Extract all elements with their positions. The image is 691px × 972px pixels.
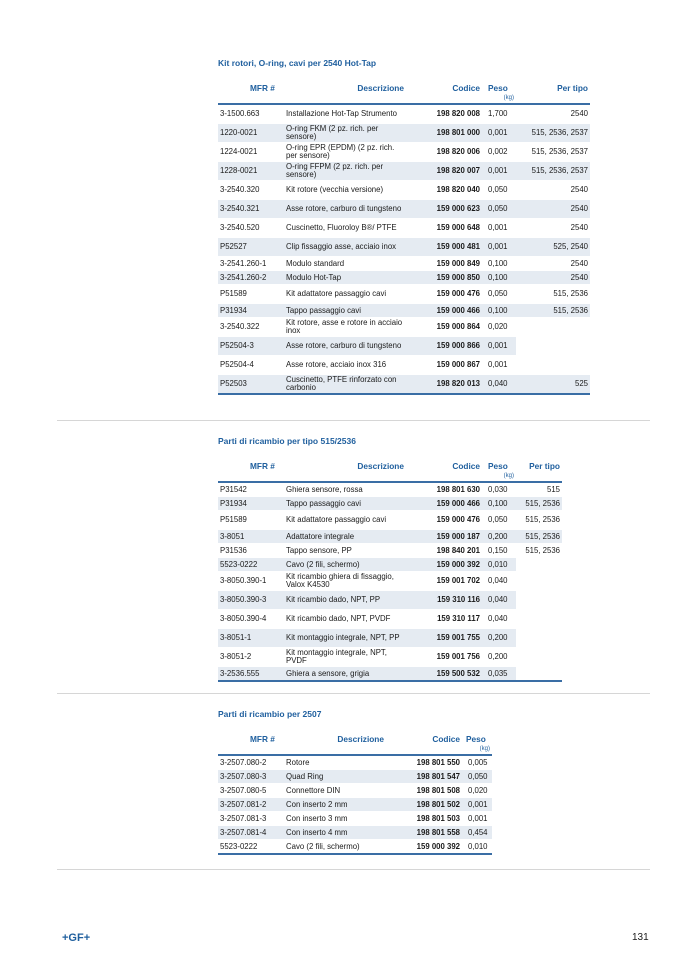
weight-cell: 0,001	[484, 337, 516, 356]
header-peso: Peso	[488, 83, 508, 93]
code-cell: 198 801 502	[386, 798, 464, 812]
code-cell: 159 000 867	[406, 356, 484, 375]
description-cell: Asse rotore, acciaio inox 316	[284, 356, 406, 375]
weight-cell: 0,010	[464, 840, 492, 855]
weight-cell: 0,050	[484, 181, 516, 200]
description-cell: Con inserto 4 mm	[284, 826, 386, 840]
type-cell	[516, 356, 590, 375]
code-cell: 159 000 466	[406, 304, 484, 318]
mfr-cell: 3-2540.321	[218, 200, 284, 219]
code-cell: 159 000 849	[406, 257, 484, 271]
code-cell: 198 801 630	[406, 482, 484, 497]
code-cell: 198 801 558	[386, 826, 464, 840]
mfr-cell: 3-2507.081-2	[218, 798, 284, 812]
mfr-cell: 3-2507.080-3	[218, 770, 284, 784]
header-desc: Descrizione	[357, 83, 404, 93]
header-peso: Peso	[488, 461, 508, 471]
code-cell: 198 801 503	[386, 812, 464, 826]
mfr-cell: 5523-0222	[218, 840, 284, 855]
mfr-cell: P31934	[218, 304, 284, 318]
mfr-cell: P31934	[218, 497, 284, 511]
table-row	[218, 337, 590, 356]
weight-cell: 0,040	[484, 591, 516, 610]
weight-cell: 0,020	[464, 784, 492, 798]
table-row	[218, 162, 590, 181]
code-cell: 159 500 532	[406, 667, 484, 682]
description-cell: Kit ricambio dado, NPT, PP	[284, 591, 406, 610]
description-cell: O-ring FKM (2 pz. rich. per sensore)	[284, 124, 406, 143]
table-row	[218, 271, 590, 285]
mfr-cell: 3-8051	[218, 530, 284, 544]
section-rotor-kits	[218, 58, 590, 395]
header-code: Codice	[452, 83, 480, 93]
table-row	[218, 755, 492, 770]
type-cell	[516, 337, 590, 356]
header-code: Codice	[452, 461, 480, 471]
mfr-cell: 1220-0021	[218, 124, 284, 143]
description-cell: Connettore DIN	[284, 784, 386, 798]
weight-cell: 0,100	[484, 257, 516, 271]
table-row	[218, 497, 562, 511]
table-row	[218, 318, 590, 337]
table-row	[218, 770, 492, 784]
mfr-cell: P52503	[218, 375, 284, 395]
table-row	[218, 143, 590, 162]
section-title: Kit rotori, O-ring, cavi per 2540 Hot-Tap	[218, 58, 377, 68]
description-cell: Asse rotore, carburo di tungsteno	[284, 337, 406, 356]
description-cell: Kit adattatore passaggio cavi	[284, 511, 406, 530]
description-cell: Modulo standard	[284, 257, 406, 271]
code-cell: 159 001 755	[406, 629, 484, 648]
description-cell: Rotore	[284, 755, 386, 770]
table-row	[218, 104, 590, 124]
weight-cell: 0,001	[484, 124, 516, 143]
weight-cell: 0,200	[484, 629, 516, 648]
type-cell: 515, 2536, 2537	[516, 143, 590, 162]
code-cell: 159 000 481	[406, 238, 484, 257]
type-cell: 2540	[516, 200, 590, 219]
table-row	[218, 610, 562, 629]
table-row	[218, 798, 492, 812]
divider	[57, 420, 650, 421]
mfr-cell: P52504-3	[218, 337, 284, 356]
code-cell: 159 000 187	[406, 530, 484, 544]
section-title: Parti di ricambio per 2507	[218, 709, 322, 719]
type-cell: 525	[516, 375, 590, 395]
mfr-cell: 3-2540.320	[218, 181, 284, 200]
table-row	[218, 219, 590, 238]
table-row	[218, 784, 492, 798]
code-cell: 159 310 117	[406, 610, 484, 629]
mfr-cell: 3-2541.260-1	[218, 257, 284, 271]
code-cell: 198 820 013	[406, 375, 484, 395]
weight-cell: 0,005	[464, 755, 492, 770]
description-cell: Kit ricambio ghiera di fissaggio, Valox K4530	[284, 572, 406, 591]
description-cell: Asse rotore, carburo di tungsteno	[284, 200, 406, 219]
mfr-cell: 3-2507.081-4	[218, 826, 284, 840]
weight-cell: 0,040	[484, 572, 516, 591]
description-cell: Ghiera a sensore, grigia	[284, 667, 406, 682]
type-cell: 515, 2536	[516, 497, 562, 511]
type-cell: 515, 2536	[516, 304, 590, 318]
code-cell: 159 310 116	[406, 591, 484, 610]
table-row	[218, 511, 562, 530]
description-cell: Kit montaggio integrale, NPT, PVDF	[284, 648, 406, 667]
type-cell	[516, 610, 562, 629]
code-cell: 198 801 508	[386, 784, 464, 798]
type-cell: 2540	[516, 257, 590, 271]
header-desc: Descrizione	[337, 734, 384, 744]
weight-cell: 0,100	[484, 497, 516, 511]
table-row	[218, 530, 562, 544]
weight-cell: 0,001	[484, 356, 516, 375]
code-cell: 159 000 392	[406, 558, 484, 572]
code-cell: 198 801 000	[406, 124, 484, 143]
header-unit: (kg)	[464, 745, 492, 755]
header-unit: (kg)	[484, 94, 516, 104]
type-cell	[516, 318, 590, 337]
header-desc: Descrizione	[357, 461, 404, 471]
code-cell: 198 801 547	[386, 770, 464, 784]
table-spare-515-2536	[218, 460, 562, 682]
weight-cell: 0,050	[484, 511, 516, 530]
type-cell	[516, 667, 562, 682]
weight-cell: 0,040	[484, 375, 516, 395]
mfr-cell: P52527	[218, 238, 284, 257]
weight-cell: 0,002	[484, 143, 516, 162]
type-cell: 515, 2536, 2537	[516, 124, 590, 143]
code-cell: 198 820 040	[406, 181, 484, 200]
table-row	[218, 648, 562, 667]
mfr-cell: 3-8051-1	[218, 629, 284, 648]
weight-cell: 0,001	[484, 238, 516, 257]
weight-cell: 0,200	[484, 530, 516, 544]
divider	[57, 869, 650, 870]
table-row	[218, 591, 562, 610]
header-unit: (kg)	[484, 472, 516, 482]
weight-cell: 0,050	[484, 200, 516, 219]
code-cell: 159 001 702	[406, 572, 484, 591]
type-cell: 515, 2536	[516, 544, 562, 558]
type-cell: 515	[516, 482, 562, 497]
code-cell: 159 000 864	[406, 318, 484, 337]
table-row	[218, 812, 492, 826]
type-cell: 515, 2536	[516, 511, 562, 530]
description-cell: Clip fissaggio asse, acciaio inox	[284, 238, 406, 257]
mfr-cell: 3-2541.260-2	[218, 271, 284, 285]
weight-cell: 0,050	[484, 285, 516, 304]
divider	[57, 693, 650, 694]
mfr-cell: 3-2536.555	[218, 667, 284, 682]
description-cell: Installazione Hot-Tap Strumento	[284, 104, 406, 124]
mfr-cell: 3-8050.390-1	[218, 572, 284, 591]
mfr-cell: 3-1500.663	[218, 104, 284, 124]
description-cell: Adattatore integrale	[284, 530, 406, 544]
header-mfr: MFR #	[250, 461, 275, 471]
weight-cell: 0,150	[484, 544, 516, 558]
description-cell: Tappo passaggio cavi	[284, 304, 406, 318]
mfr-cell: 3-2507.080-2	[218, 755, 284, 770]
code-cell: 159 000 476	[406, 285, 484, 304]
type-cell: 2540	[516, 104, 590, 124]
table-row	[218, 124, 590, 143]
code-cell: 159 000 850	[406, 271, 484, 285]
mfr-cell: 3-8050.390-3	[218, 591, 284, 610]
description-cell: O-ring EPR (EPDM) (2 pz. rich. per sensore)	[284, 143, 406, 162]
type-cell	[516, 572, 562, 591]
table-row	[218, 840, 492, 855]
weight-cell: 0,001	[464, 812, 492, 826]
header-peso: Peso	[466, 734, 486, 744]
header-mfr: MFR #	[250, 734, 275, 744]
mfr-cell: P52504-4	[218, 356, 284, 375]
description-cell: Tappo sensore, PP	[284, 544, 406, 558]
weight-cell: 1,700	[484, 104, 516, 124]
table-row	[218, 181, 590, 200]
section-spare-2507	[218, 709, 492, 855]
code-cell: 198 820 007	[406, 162, 484, 181]
gf-logo: +GF+	[62, 932, 91, 944]
mfr-cell: 1224-0021	[218, 143, 284, 162]
table-row	[218, 356, 590, 375]
weight-cell: 0,020	[484, 318, 516, 337]
description-cell: Quad Ring	[284, 770, 386, 784]
mfr-cell: P51589	[218, 285, 284, 304]
table-row	[218, 558, 562, 572]
mfr-cell: 1228-0021	[218, 162, 284, 181]
mfr-cell: 3-8051-2	[218, 648, 284, 667]
code-cell: 159 000 866	[406, 337, 484, 356]
table-row	[218, 285, 590, 304]
code-cell: 198 820 006	[406, 143, 484, 162]
type-cell: 2540	[516, 181, 590, 200]
code-cell: 159 000 476	[406, 511, 484, 530]
description-cell: Cavo (2 fili, schermo)	[284, 558, 406, 572]
description-cell: Con inserto 3 mm	[284, 812, 386, 826]
weight-cell: 0,035	[484, 667, 516, 682]
type-cell	[516, 591, 562, 610]
type-cell: 515, 2536	[516, 530, 562, 544]
table-spare-2507	[218, 733, 492, 855]
mfr-cell: 3-2540.322	[218, 318, 284, 337]
table-row	[218, 629, 562, 648]
mfr-cell: 3-2507.080-5	[218, 784, 284, 798]
header-code: Codice	[432, 734, 460, 744]
table-row	[218, 375, 590, 395]
type-cell: 515, 2536	[516, 285, 590, 304]
table-row	[218, 200, 590, 219]
table-row	[218, 304, 590, 318]
table-row	[218, 544, 562, 558]
type-cell: 2540	[516, 271, 590, 285]
weight-cell: 0,100	[484, 271, 516, 285]
mfr-cell: 3-8050.390-4	[218, 610, 284, 629]
section-spare-515-2536	[218, 436, 562, 682]
table-row	[218, 826, 492, 840]
mfr-cell: 3-2540.520	[218, 219, 284, 238]
description-cell: Kit montaggio integrale, NPT, PP	[284, 629, 406, 648]
table-row	[218, 257, 590, 271]
description-cell: Tappo passaggio cavi	[284, 497, 406, 511]
type-cell	[516, 558, 562, 572]
description-cell: Cavo (2 fili, schermo)	[284, 840, 386, 855]
weight-cell: 0,200	[484, 648, 516, 667]
weight-cell: 0,001	[464, 798, 492, 812]
code-cell: 159 000 648	[406, 219, 484, 238]
description-cell: Ghiera sensore, rossa	[284, 482, 406, 497]
type-cell: 2540	[516, 219, 590, 238]
code-cell: 198 820 008	[406, 104, 484, 124]
description-cell: Kit rotore (vecchia versione)	[284, 181, 406, 200]
header-tipo: Per tipo	[529, 461, 560, 471]
description-cell: Modulo Hot-Tap	[284, 271, 406, 285]
page-number: 131	[632, 932, 649, 943]
code-cell: 159 000 623	[406, 200, 484, 219]
weight-cell: 0,100	[484, 304, 516, 318]
weight-cell: 0,454	[464, 826, 492, 840]
mfr-cell: P31542	[218, 482, 284, 497]
code-cell: 198 840 201	[406, 544, 484, 558]
mfr-cell: 3-2507.081-3	[218, 812, 284, 826]
description-cell: Cuscinetto, PTFE rinforzato con carbonio	[284, 375, 406, 395]
description-cell: Con inserto 2 mm	[284, 798, 386, 812]
header-mfr: MFR #	[250, 83, 275, 93]
description-cell: O-ring FFPM (2 pz. rich. per sensore)	[284, 162, 406, 181]
mfr-cell: P31536	[218, 544, 284, 558]
type-cell: 525, 2540	[516, 238, 590, 257]
type-cell	[516, 648, 562, 667]
header-tipo: Per tipo	[557, 83, 588, 93]
code-cell: 159 001 756	[406, 648, 484, 667]
code-cell: 159 000 466	[406, 497, 484, 511]
weight-cell: 0,050	[464, 770, 492, 784]
code-cell: 198 801 550	[386, 755, 464, 770]
table-row	[218, 238, 590, 257]
section-title: Parti di ricambio per tipo 515/2536	[218, 436, 356, 446]
table-row	[218, 482, 562, 497]
weight-cell: 0,030	[484, 482, 516, 497]
type-cell: 515, 2536, 2537	[516, 162, 590, 181]
weight-cell: 0,040	[484, 610, 516, 629]
type-cell	[516, 629, 562, 648]
code-cell: 159 000 392	[386, 840, 464, 855]
table-row	[218, 572, 562, 591]
table-rotor-kits	[218, 82, 590, 395]
description-cell: Cuscinetto, Fluoroloy B®/ PTFE	[284, 219, 406, 238]
description-cell: Kit ricambio dado, NPT, PVDF	[284, 610, 406, 629]
weight-cell: 0,001	[484, 162, 516, 181]
weight-cell: 0,001	[484, 219, 516, 238]
mfr-cell: P51589	[218, 511, 284, 530]
table-row	[218, 667, 562, 682]
description-cell: Kit rotore, asse e rotore in acciaio inox	[284, 318, 406, 337]
weight-cell: 0,010	[484, 558, 516, 572]
description-cell: Kit adattatore passaggio cavi	[284, 285, 406, 304]
mfr-cell: 5523-0222	[218, 558, 284, 572]
